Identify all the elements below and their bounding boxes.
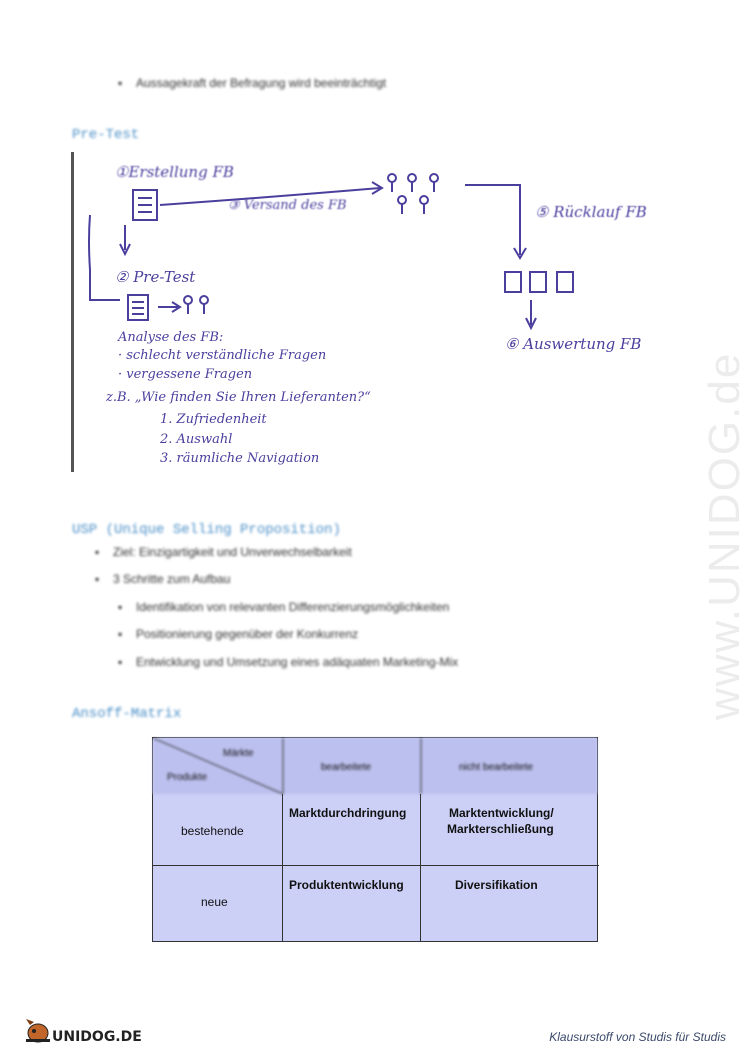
bullet-text: Entwicklung und Umsetzung eines adäquaten Marketing-Mix bbox=[136, 655, 459, 669]
usp-subbullet-3 bbox=[118, 655, 458, 669]
bullet-text: Ziel: Einzigartigkeit und Unverwechselbarkeit bbox=[113, 545, 352, 559]
analyse-item-2: · vergessene Fragen bbox=[118, 367, 253, 382]
arrow-return bbox=[465, 185, 520, 255]
example-item-2: 2. Auswahl bbox=[160, 432, 233, 447]
example-item-1: 1. Zufriedenheit bbox=[160, 412, 267, 427]
row-label-2: neue bbox=[201, 895, 228, 909]
cell-diversifikation: Diversifikation bbox=[455, 878, 538, 892]
col-header-1: bearbeitete bbox=[321, 762, 372, 773]
corner-bottom: Produkte bbox=[167, 772, 208, 783]
cell-marktentwicklung: Marktentwicklung/ bbox=[449, 806, 554, 820]
usp-subbullet-2 bbox=[118, 627, 358, 641]
people-icons bbox=[388, 174, 438, 214]
watermark: www.UNIDOG.de bbox=[700, 351, 749, 720]
usp-bullet-2 bbox=[95, 572, 230, 586]
analyse-note: Analyse des FB: bbox=[118, 330, 224, 345]
col-header-2: nicht bearbeitete bbox=[459, 762, 533, 773]
ansoff-heading: Ansoff-Matrix bbox=[72, 706, 182, 722]
bullet-text: Positionierung gegenüber der Konkurrenz bbox=[136, 627, 359, 641]
pretest-sketch bbox=[0, 0, 750, 500]
bullet-text: Aussagekraft der Befragung wird beeinträchtigt bbox=[136, 76, 387, 90]
example-note: z.B. „Wie finden Sie Ihren Lieferanten?“ bbox=[106, 390, 371, 405]
cell-1-1 bbox=[283, 794, 421, 866]
ansoff-header-row bbox=[153, 738, 597, 794]
cell-marktdurchdringung: Marktdurchdringung bbox=[289, 806, 407, 820]
step1-note: ①Erstellung FB bbox=[115, 163, 234, 181]
bullet-mark: ▪ bbox=[118, 76, 123, 90]
usp-bullet-1 bbox=[95, 545, 352, 559]
usp-subbullet-1 bbox=[118, 600, 449, 614]
example-item-3: 3. räumliche Navigation bbox=[160, 451, 320, 466]
cell-markterschliessung: Markterschließung bbox=[447, 822, 554, 836]
bullet-mark: ▪ bbox=[95, 572, 100, 586]
unidog-logo[interactable] bbox=[22, 1013, 152, 1052]
dog-logo-icon bbox=[22, 1013, 152, 1047]
row-label-1: bestehende bbox=[181, 824, 244, 838]
bullet-mark: ▪ bbox=[118, 627, 123, 641]
bullet-mark: ▪ bbox=[118, 655, 123, 669]
bullet-text: 3 Schritte zum Aufbau bbox=[113, 572, 231, 586]
cell-produktentwicklung: Produktentwicklung bbox=[289, 878, 404, 892]
ansoff-matrix bbox=[152, 737, 598, 942]
step3-note: ③ Versand des FB bbox=[228, 198, 347, 213]
step5-note: ⑤ Rücklauf FB bbox=[535, 203, 647, 221]
usp-heading: USP (Unique Selling Proposition) bbox=[72, 522, 341, 538]
footer-tagline: Klausurstoff von Studis für Studis bbox=[549, 1030, 726, 1044]
pretest-heading: Pre-Test bbox=[72, 127, 140, 143]
analyse-item-1: · schlecht verständliche Fragen bbox=[118, 348, 327, 363]
logo-text: UNIDOG.DE bbox=[52, 1029, 142, 1045]
step2-note: ② Pre-Test bbox=[115, 268, 196, 286]
step6-note: ⑥ Auswertung FB bbox=[505, 335, 642, 353]
bullet-mark: ▪ bbox=[95, 545, 100, 559]
bullet-mark: ▪ bbox=[118, 600, 123, 614]
bullet-text: Identifikation von relevanten Differenzierungsmöglichkeiten bbox=[136, 600, 450, 614]
corner-top: Märkte bbox=[223, 748, 254, 759]
